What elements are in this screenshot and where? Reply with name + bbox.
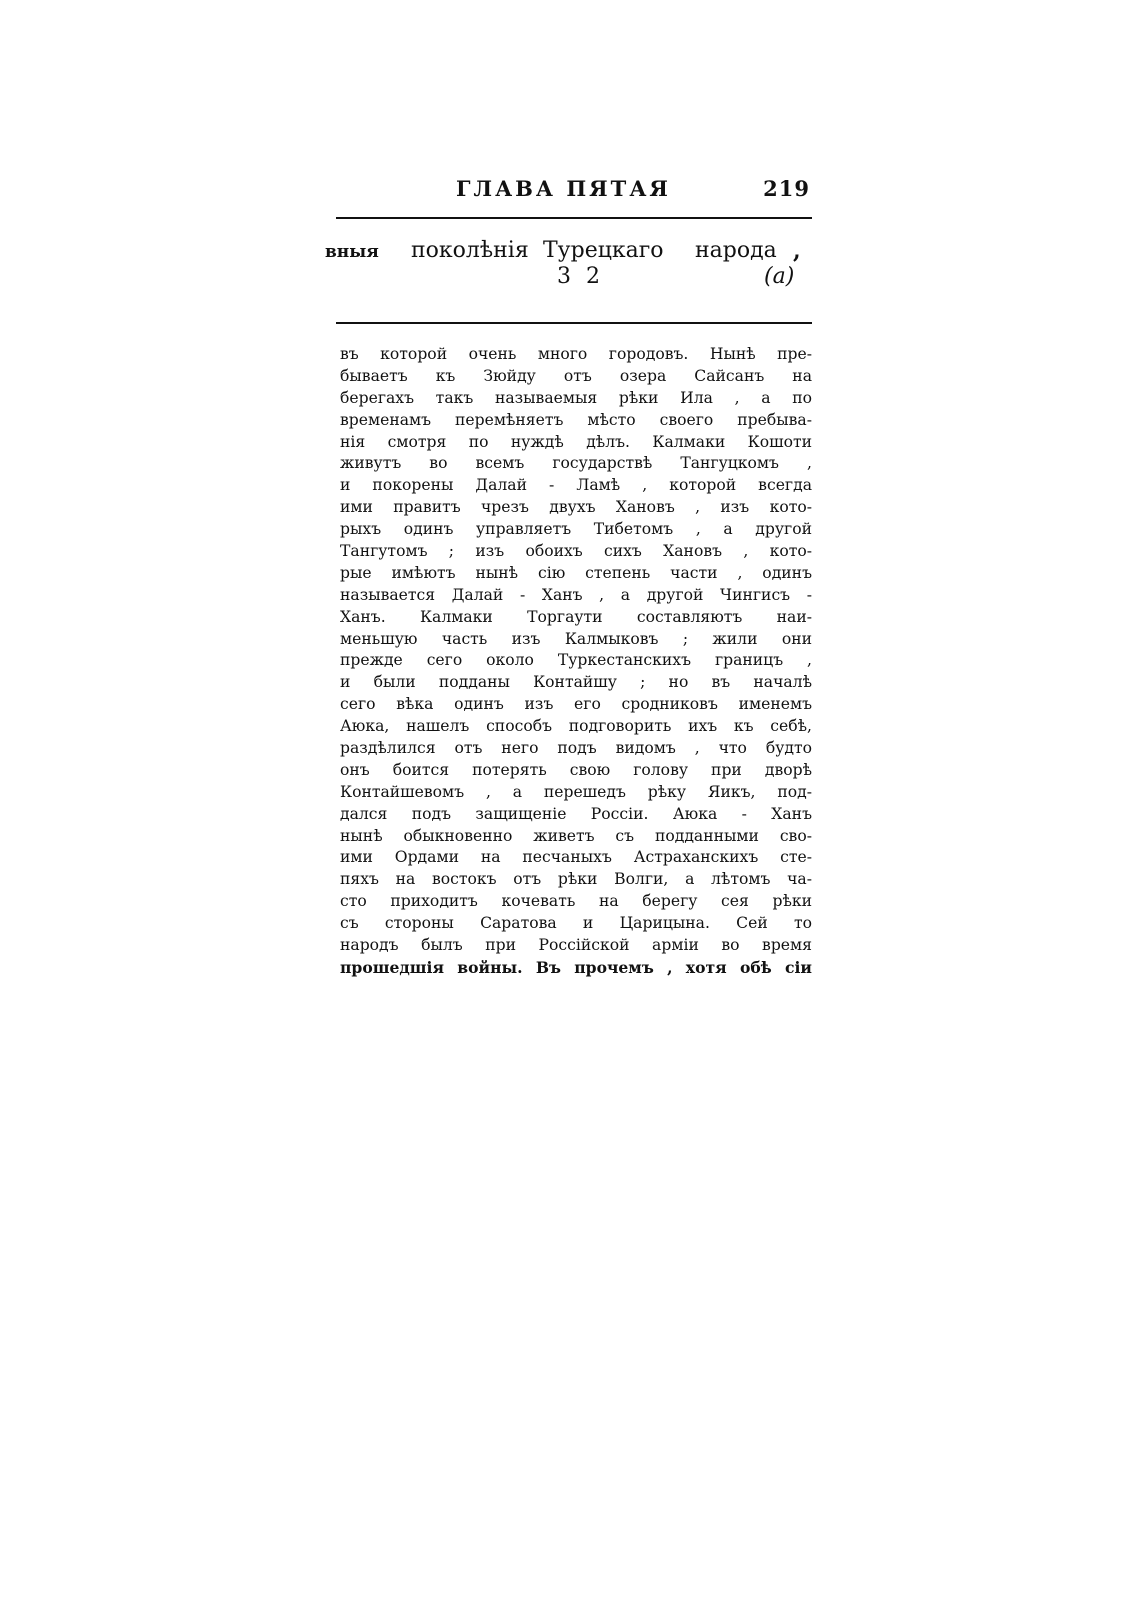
text-line: и покорены Далай - Ламѣ , которой всегда xyxy=(340,476,812,495)
text-line: Тангутомъ ; изъ обоихъ сихъ Хановъ , кото- xyxy=(340,542,812,561)
text-line: Аюка, нашелъ способъ подговорить ихъ къ себѣ, xyxy=(340,717,812,736)
running-title: ГЛАВА ПЯТАЯ xyxy=(456,176,671,201)
table-header-comma: , xyxy=(793,238,801,264)
table-header-number: 3 2 xyxy=(557,264,604,289)
text-line: съ стороны Саратова и Царицына. Сей то xyxy=(340,914,812,933)
text-line: раздѣлился отъ него подъ видомъ , что будто xyxy=(340,739,812,758)
text-line: дался подъ защищеніе Россіи. Аюка - Ханъ xyxy=(340,804,812,823)
text-line: нія смотря по нуждѣ дѣлъ. Калмаки Кошоти xyxy=(340,432,812,451)
table-header-word-3: Турецкаго xyxy=(543,238,664,263)
text-line: онъ боится потерять свою голову при дворѣ xyxy=(340,760,812,779)
text-line: живутъ во всемъ государствѣ Тангуцкомъ , xyxy=(340,454,812,473)
text-line: Контайшевомъ , а перешедъ рѣку Яикъ, под- xyxy=(340,782,812,801)
text-line: бываетъ къ Зюйду отъ озера Сайсанъ на xyxy=(340,366,812,385)
text-line: народъ былъ при Россійской арміи во время xyxy=(340,936,812,955)
text-line: и были подданы Контайшу ; но въ началѣ xyxy=(340,673,812,692)
table-header-word-2: поколѣнія xyxy=(411,238,529,263)
table-header-footnote-mark: (a) xyxy=(764,264,795,289)
text-line: ими Ордами на песчаныхъ Астраханскихъ сте- xyxy=(340,848,812,867)
text-line: сего вѣка одинъ изъ его сродниковъ именемъ xyxy=(340,695,812,714)
table-header-word-4: народа xyxy=(695,238,777,263)
text-line: нынѣ обыкновенно живетъ съ подданными сво- xyxy=(340,826,812,845)
text-line: называется Далай - Ханъ , а другой Чингисъ - xyxy=(340,585,812,604)
text-line: берегахъ такъ называемыя рѣки Ила , а по xyxy=(340,388,812,407)
text-line: сто приходитъ кочевать на берегу сея рѣки xyxy=(340,892,812,911)
table-header-fragment xyxy=(325,236,815,304)
text-line: рыхъ одинъ управляетъ Тибетомъ , а другой xyxy=(340,520,812,539)
text-line: прошедшія войны. Въ прочемъ , хотя обѣ сіи xyxy=(340,957,812,977)
bottom-rule xyxy=(336,322,812,324)
text-line: въ которой очень много городовъ. Нынѣ пре- xyxy=(340,345,812,363)
body-text xyxy=(340,344,812,979)
text-line: ими правитъ чрезъ двухъ Хановъ , изъ кото- xyxy=(340,498,812,517)
text-line: временамъ перемѣняетъ мѣсто своего пребыва- xyxy=(340,410,812,429)
text-line: меньшую часть изъ Калмыковъ ; жили они xyxy=(340,629,812,648)
text-line: пяхъ на востокъ отъ рѣки Волги, а лѣтомъ ча- xyxy=(340,870,812,889)
text-line: рые имѣютъ нынѣ сію степень части , одинъ xyxy=(340,563,812,582)
running-head xyxy=(338,176,810,206)
table-header-word-1: вныя xyxy=(325,242,379,262)
text-line: прежде сего около Туркестанскихъ границъ , xyxy=(340,651,812,670)
top-rule xyxy=(336,217,812,219)
text-line: Ханъ. Калмаки Торгаути составляютъ наи- xyxy=(340,607,812,626)
page-number: 219 xyxy=(763,176,810,201)
